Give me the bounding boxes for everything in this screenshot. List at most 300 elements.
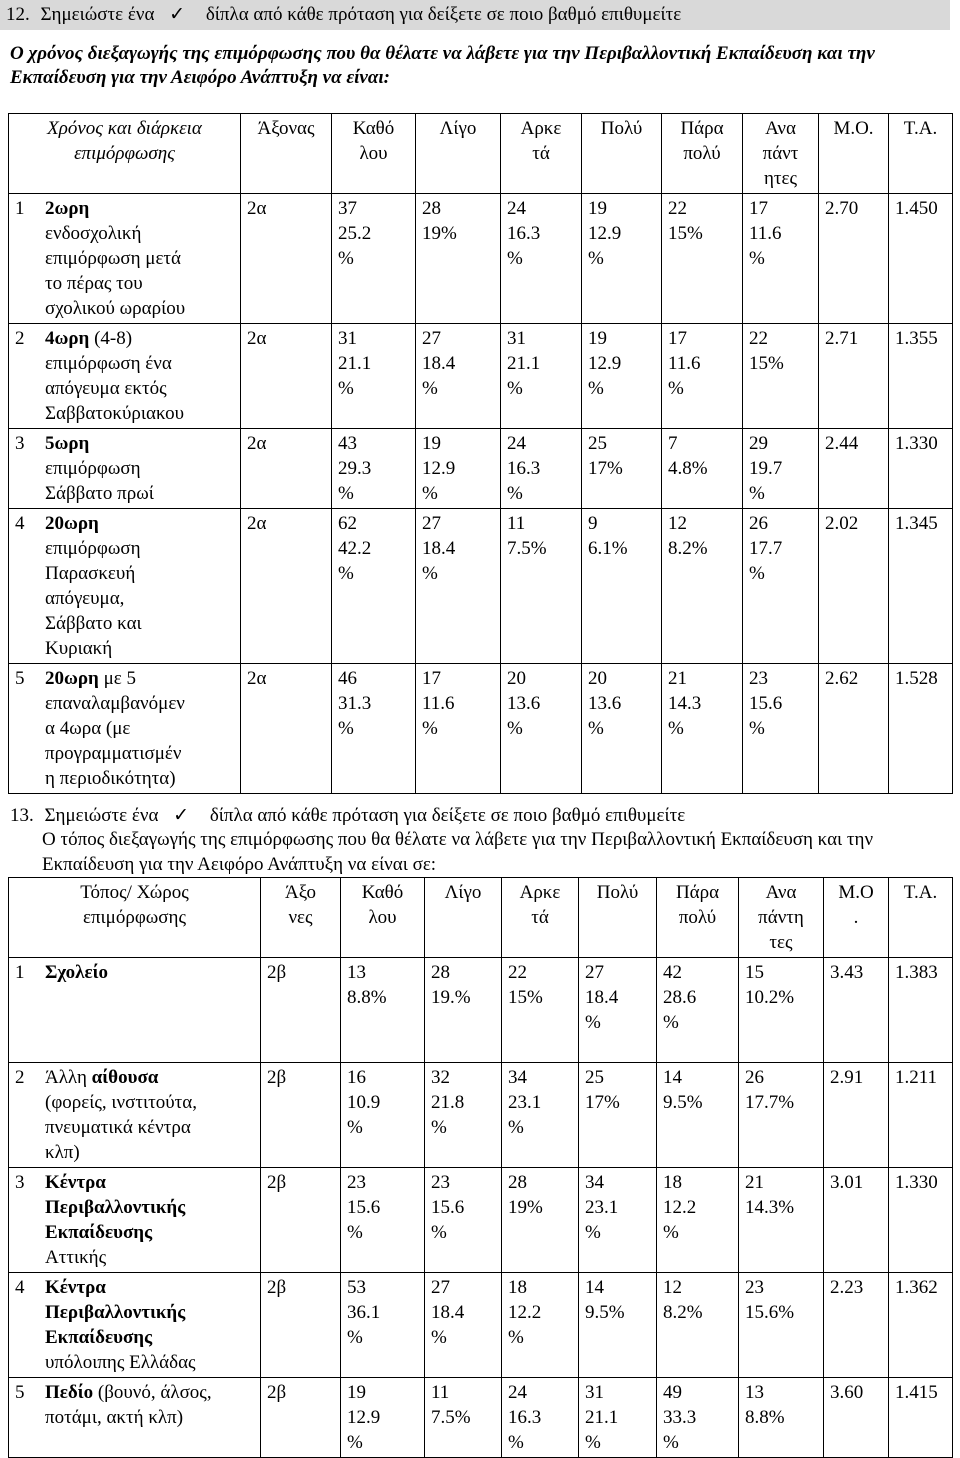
cell-enough [502,1168,579,1273]
row-place: Άλλη [45,1067,92,1088]
cell-line: 9 [588,513,598,534]
cell-axis: 2β [261,958,341,1063]
cell-line: 12.9 [588,223,622,244]
cell-line: 24 [507,433,526,454]
row-duration: 2ωρη [45,198,90,219]
cell-std-dev: 1.355 [889,324,953,429]
cell-line: % [507,483,523,504]
row-text [45,1275,245,1375]
row-label [9,958,261,1063]
cell-line: % [749,248,765,269]
row-line: Κυριακή [45,638,113,659]
cell-little [416,194,501,324]
table-row [9,324,953,429]
cell-very-much [662,664,743,794]
cell-very-much [662,509,743,664]
cell-no-answer [743,194,819,324]
cell-line: % [422,378,438,399]
cell-not-at-all [341,1168,425,1273]
cell-std-dev: 1.383 [889,958,953,1063]
cell-much [579,1168,657,1273]
header-axis [241,114,332,194]
cell-much [582,324,662,429]
cell-line: Ανα [765,118,796,139]
cell-mean: 2.70 [819,194,889,324]
row-line: Σάββατο πρωί [45,483,154,504]
table-row [9,1273,953,1378]
row-place: αίθουσα [91,1067,159,1088]
cell-line: Χρόνος και διάρκεια [47,118,202,139]
cell-mean: 3.43 [824,958,889,1063]
cell-line: 18.4 [431,1302,465,1323]
cell-line: % [422,483,438,504]
cell-line: 14.3% [745,1197,795,1218]
row-first-line [45,1065,245,1090]
question-12-table [8,113,953,794]
instruction-text: δίπλα από κάθε πρόταση για δείξετε σε ποιο βαθμό επιθυμείτε [205,4,682,25]
cell-enough [502,1063,579,1168]
row-number: 3 [15,433,25,454]
row-first-line [45,1170,245,1195]
row-text [45,1065,245,1165]
cell-little [425,1168,502,1273]
row-line: Αττικής [45,1247,107,1268]
cell-very-much [657,1063,739,1168]
cell-line: 17 [422,668,441,689]
cell-line: % [663,1222,679,1243]
row-first-line [45,431,207,456]
header-mean [824,878,889,958]
cell-line: % [585,1222,601,1243]
row-first-line [45,1380,245,1405]
cell-little [416,429,501,509]
row-line: το πέρας του [45,273,143,294]
cell-line: Τ.Α. [903,882,938,903]
table-body [9,958,953,1458]
cell-line: 11 [507,513,526,534]
cell-std-dev: 1.415 [889,1378,953,1458]
row-line: σχολικού ωραρίου [45,298,186,319]
cell-line: 9.5% [663,1092,703,1113]
cell-line: 34 [585,1172,604,1193]
cell-line: 16.3 [507,223,541,244]
table-row [9,1378,953,1458]
header-no-answer [743,114,819,194]
cell-little [425,1273,502,1378]
row-text [45,196,207,321]
cell-line: % [508,1117,524,1138]
cell-line: 12.9 [588,353,622,374]
cell-line: 22 [508,962,527,983]
cell-line: 24 [507,198,526,219]
cell-very-much [657,1378,739,1458]
cell-line: 8.8% [347,987,387,1008]
row-line: ενδοσχολική [45,223,142,244]
row-line: α 4ωρα (με [45,718,131,739]
cell-line: επιμόρφωσης [82,907,187,928]
cell-line: 16.3 [508,1407,542,1428]
cell-line: % [338,483,354,504]
cell-line: % [347,1222,363,1243]
cell-line: 15.6 [431,1197,465,1218]
cell-line: λου [368,907,397,928]
cell-axis: 2α [241,429,332,509]
cell-axis: 2β [261,1273,341,1378]
row-line: προγραμματισμέν [45,743,182,764]
cell-line: 23 [347,1172,366,1193]
cell-axis: 2α [241,664,332,794]
cell-little [425,1378,502,1458]
cell-line: 31 [585,1382,604,1403]
cell-much [579,958,657,1063]
table-body [9,194,953,794]
row-number: 3 [15,1172,25,1193]
cell-line: 10.2% [745,987,795,1008]
cell-line: Καθό [361,882,404,903]
cell-line: 11.6 [422,693,455,714]
cell-no-answer [743,509,819,664]
checkmark-icon: ✓ [173,805,190,826]
cell-line: 7.5% [507,538,547,559]
cell-little [425,958,502,1063]
cell-line: 42.2 [338,538,372,559]
cell-line: Ανα [765,882,797,903]
cell-line: νες [288,907,313,928]
header-enough [502,878,579,958]
cell-line: Μ.Ο. [833,118,874,139]
header-very-much [657,878,739,958]
row-first-line [45,511,207,536]
table-row [9,429,953,509]
cell-line: 26 [749,513,768,534]
cell-line: 4.8% [668,458,708,479]
cell-mean: 2.02 [819,509,889,664]
row-place: Σχολείο [45,962,108,983]
table-row [9,509,953,664]
row-number: 1 [15,198,25,219]
cell-line: 62 [338,513,357,534]
cell-line: 13.6 [507,693,541,714]
cell-line: πάντη [758,907,804,928]
row-number: 1 [15,962,25,983]
row-first-line [45,326,207,351]
cell-line: 12 [668,513,687,534]
cell-enough [502,958,579,1063]
cell-no-answer [743,664,819,794]
cell-no-answer [739,1168,824,1273]
cell-much [582,664,662,794]
cell-line: 23.1 [585,1197,619,1218]
question-number: 12. [6,4,30,25]
cell-line: 12.9 [422,458,456,479]
cell-line: % [431,1222,447,1243]
cell-line: % [431,1327,447,1348]
cell-line: % [668,378,684,399]
cell-no-answer [739,958,824,1063]
row-duration: 20ωρη [45,513,99,534]
cell-line: 8.2% [663,1302,703,1323]
cell-line: 27 [422,328,441,349]
cell-line: 21.8 [431,1092,465,1113]
cell-much [579,1378,657,1458]
table-row [9,1063,953,1168]
cell-line: Μ.Ο [838,882,874,903]
cell-very-much [657,958,739,1063]
cell-line: 18 [663,1172,682,1193]
row-first-line [45,196,207,221]
cell-line: 49 [663,1382,682,1403]
header-not-at-all [341,878,425,958]
cell-line: % [507,718,523,739]
cell-line: Λίγο [444,882,482,903]
row-text [45,666,207,791]
row-number: 5 [15,668,25,689]
cell-line: 24 [508,1382,527,1403]
row-text [45,511,207,661]
cell-line: πάντ [762,143,799,164]
header-topic [9,114,241,194]
cell-line: 19 [422,433,441,454]
cell-line: % [508,1432,524,1453]
cell-line: 22 [749,328,768,349]
cell-std-dev: 1.211 [889,1063,953,1168]
row-label [9,1063,261,1168]
cell-std-dev: 1.450 [889,194,953,324]
cell-mean: 2.62 [819,664,889,794]
row-duration: 5ωρη [45,433,90,454]
row-line: η περιοδικότητα) [45,768,176,789]
cell-mean: 2.44 [819,429,889,509]
cell-axis: 2β [261,1168,341,1273]
cell-line: 7 [668,433,678,454]
cell-line: % [749,483,765,504]
cell-line: 36.1 [347,1302,381,1323]
cell-line: 27 [422,513,441,534]
cell-line: 21 [668,668,687,689]
cell-line: % [338,563,354,584]
cell-much [579,1273,657,1378]
cell-axis: 2α [241,509,332,664]
instruction-text: Σημειώστε ένα [44,805,159,826]
cell-much [582,194,662,324]
header-very-much [662,114,743,194]
cell-enough [501,664,582,794]
cell-no-answer [743,429,819,509]
header-not-at-all [332,114,416,194]
cell-line: 29 [749,433,768,454]
cell-mean: 2.91 [824,1063,889,1168]
cell-std-dev: 1.528 [889,664,953,794]
cell-line: 17% [588,458,623,479]
cell-line: 25 [585,1067,604,1088]
row-label [9,429,241,509]
cell-not-at-all [341,1378,425,1458]
cell-line: % [663,1012,679,1033]
cell-line: τά [532,143,550,164]
row-first-line [45,1275,245,1300]
cell-line: 20 [507,668,526,689]
row-duration-detail: με 5 [98,668,137,689]
header-little [425,878,502,958]
cell-line: % [347,1327,363,1348]
cell-line: 17 [749,198,768,219]
cell-line: % [585,1432,601,1453]
row-text [45,1380,245,1430]
cell-line: Τ.Α. [903,118,938,139]
cell-axis: 2β [261,1378,341,1458]
instruction-text: Σημειώστε ένα [40,4,155,25]
row-line: επιμόρφωση [45,538,141,559]
cell-enough [502,1378,579,1458]
header-axis [261,878,341,958]
row-label [9,324,241,429]
cell-line: Αρκε [519,882,561,903]
cell-line: 15% [508,987,543,1008]
row-line: επαναλαμβανόμεν [45,693,185,714]
row-label [9,509,241,664]
cell-much [582,429,662,509]
row-label [9,1378,261,1458]
cell-enough [501,509,582,664]
row-line: (φορείς, ινστιτούτα, [45,1092,197,1113]
cell-very-much [662,324,743,429]
cell-line: πολύ [678,907,717,928]
row-label [9,1273,261,1378]
cell-line: 14 [585,1277,604,1298]
cell-line: 12.2 [663,1197,697,1218]
cell-line: 27 [431,1277,450,1298]
cell-line: % [507,378,523,399]
row-number: 4 [15,1277,25,1298]
cell-line: 7.5% [431,1407,471,1428]
cell-line: 29.3 [338,458,372,479]
cell-very-much [657,1273,739,1378]
row-line: επιμόρφωση [45,458,141,479]
cell-line: Πολύ [596,882,639,903]
cell-little [416,664,501,794]
cell-line: % [588,248,604,269]
cell-line: Πάρα [675,882,720,903]
cell-line: % [749,563,765,584]
cell-line: τες [769,932,793,953]
cell-line: 23.1 [508,1092,542,1113]
cell-line: 18 [508,1277,527,1298]
cell-std-dev: 1.330 [889,1168,953,1273]
cell-line: 13 [745,1382,764,1403]
cell-line: Λίγο [439,118,477,139]
row-line: Εκπαίδευσης [45,1327,153,1348]
row-duration: 4ωρη [45,328,90,349]
cell-not-at-all [341,1063,425,1168]
table-header [9,114,953,194]
cell-line: 12.2 [508,1302,542,1323]
cell-line: Πάρα [680,118,724,139]
cell-line: % [431,1117,447,1138]
cell-very-much [662,429,743,509]
table-header [9,878,953,958]
header-std-dev [889,114,953,194]
cell-line: 19.7 [749,458,783,479]
cell-line: 13.6 [588,693,622,714]
row-duration-detail: (4-8) [89,328,133,349]
cell-line: % [338,718,354,739]
cell-line: % [347,1432,363,1453]
cell-line: 12 [663,1277,682,1298]
row-label [9,1168,261,1273]
cell-std-dev: 1.345 [889,509,953,664]
question-12-title [0,0,950,30]
cell-line: % [588,378,604,399]
cell-axis: 2β [261,1063,341,1168]
row-place: Πεδίο [45,1382,94,1403]
cell-not-at-all [332,664,416,794]
row-line: κλπ) [45,1142,80,1163]
row-number: 2 [15,1067,25,1088]
cell-line: 6.1% [588,538,628,559]
row-place: Κέντρα [45,1172,106,1193]
cell-line: 19 [588,328,607,349]
cell-line: 15% [749,353,784,374]
cell-line: 14.3 [668,693,702,714]
cell-line: Πολύ [600,118,643,139]
row-line: Σάββατο και [45,613,142,634]
cell-line: 32 [431,1067,450,1088]
cell-line: 21.1 [585,1407,619,1428]
row-text [45,326,207,426]
cell-line: τά [531,907,549,928]
cell-line: 33.3 [663,1407,697,1428]
cell-line: 23 [749,668,768,689]
row-line: απόγευμα εκτός [45,378,167,399]
row-duration: 20ωρη [45,668,99,689]
cell-line: 10.9 [347,1092,381,1113]
row-line: ποτάμι, ακτή κλπ) [45,1407,184,1428]
cell-line: 8.8% [745,1407,785,1428]
cell-line: % [347,1117,363,1138]
cell-little [416,509,501,664]
question-number: 13. [10,805,34,826]
cell-little [425,1063,502,1168]
row-number: 2 [15,328,25,349]
instruction-text: δίπλα από κάθε πρόταση για δείξετε σε ποιο βαθμό επιθυμείτε [209,805,686,826]
cell-line: 15 [745,962,764,983]
cell-line: 15.6 [347,1197,381,1218]
cell-line: Καθό [352,118,395,139]
cell-line: 31.3 [338,693,372,714]
cell-std-dev: 1.362 [889,1273,953,1378]
cell-line: 11.6 [749,223,782,244]
cell-line: 19 [347,1382,366,1403]
header-much [579,878,657,958]
cell-line: 31 [338,328,357,349]
row-text [45,431,207,506]
cell-line: % [668,718,684,739]
cell-mean: 3.01 [824,1168,889,1273]
cell-not-at-all [332,509,416,664]
row-line: πνευματικά κέντρα [45,1117,191,1138]
row-text [45,960,245,985]
row-line: Περιβαλλοντικής [45,1197,186,1218]
row-place: Κέντρα [45,1277,106,1298]
header-much [582,114,662,194]
cell-line: επιμόρφωσης [74,143,175,164]
cell-line: Άξο [285,882,316,903]
cell-line: % [422,563,438,584]
header-no-answer [739,878,824,958]
cell-line: 42 [663,962,682,983]
cell-line: 13 [347,962,366,983]
cell-not-at-all [341,1273,425,1378]
